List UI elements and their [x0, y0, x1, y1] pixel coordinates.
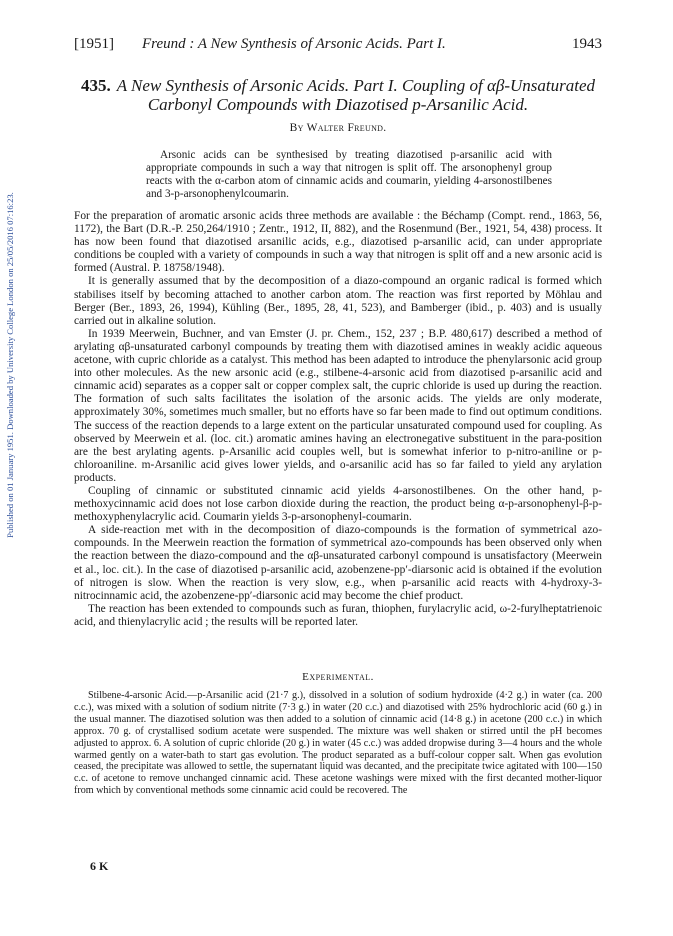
signature-mark: 6 K: [90, 859, 109, 873]
header-running-title: Freund : A New Synthesis of Arsonic Acids. Part I.: [142, 36, 446, 52]
body-paragraph-2: It is generally assumed that by the decomposition of a diazo-compound an organic radical is formed which stabilises itself by becoming attached to another carbon atom. The reaction was first reported by Möhlau and Berger (Ber., 1893, 26, 1994), Kühling (Ber., 1895, 28, 41, 523), and Bamberger (ibid., p. 403) and is usually carried out in alkaline solution.: [74, 275, 602, 327]
header-page-number: 1943: [572, 36, 602, 52]
body-paragraph-3: In 1939 Meerwein, Buchner, and van Emster (J. pr. Chem., 152, 237 ; B.P. 480,617) described a method of arylating αβ-unsaturated carbonyl compounds by treating them with diazotised amines in weakly acidic aqueous acetone, with cupric chloride as a catalyst. This method has been adapted to introduce the phenylarsonic acid group into other molecules. As the new arsonic acid (e.g., stilbene-4-arsonic acid from diazotised p-arsanilic acid and cinnamic acid) separates as a copper salt or copper complex salt, the cupric chloride is used up during the reaction. The formation of such salts facilitates the isolation of the arsonic acids. The yields are only moderate, approximately 30%, sometimes much smaller, but no efforts have so far been made to find out optimum conditions. The success of the reaction depends to a large extent on the particular unsaturated compound used for coupling. As observed by Meerwein et al. (loc. cit.) aromatic amines having an electronegative substituent in the para-position are the best arylating agents. p-Arsanilic acid couples well, but is somewhat inferior to p-nitro-aniline or p-chloroaniline. m-Arsanilic acid gives lower yields, and o-arsanilic acid has so far failed to yield any arylation products.: [74, 327, 602, 484]
experimental-paragraph: Stilbene-4-arsonic Acid.—p-Arsanilic acid (21·7 g.), dissolved in a solution of sodium hydroxide (4·2 g.) in water (ca. 200 c.c.), was mixed with a solution of sodium nitrite (7·3 g.) in water (20 c.c.) and diazotised with 25% hydrochloric acid (60 g.) in the usual manner. The diazotised solution was then added to a solution of cinnamic acid (14·8 g.) in acetone (200 c.c.) in which approx. 70 g. of crystallised sodium acetate were suspended. The mixture was well shaken or stirred until the pH becomes adjusted to approx. 6. A solution of cupric chloride (20 g.) in water (45 c.c.) was added dropwise during 3—4 hours and the whole warmed gently on a water-bath to start gas evolution. The product separated as a buff-colour copper salt. When gas evolution ceased, the precipitate was allowed to settle, the supernatant liquid was decanted, and the precipitate twice agitated with 100—150 c.c. of acetone to remove unchanged cinnamic acid. These acetone washings were mixed with the first decanted mother-liquor from which by conventional methods some cinnamic acid could be recovered. The: [74, 690, 602, 797]
article-body: [74, 210, 602, 629]
header-year: [1951]: [74, 36, 114, 52]
body-paragraph-4: Coupling of cinnamic or substituted cinnamic acid yields 4-arsonostilbenes. On the other hand, p-methoxycinnamic acid does not lose carbon dioxide during the reaction, the product being α-p-arsonophenyl-β-p-methoxyphenylacrylic acid. Coumarin yields 3-p-arsonophenyl-coumarin.: [74, 484, 602, 524]
body-paragraph-1: For the preparation of aromatic arsonic acids three methods are available : the Béchamp (Compt. rend., 1863, 56, 1172), the Bart (D.R.-P. 250,264/1910 ; Zentr., 1912, II, 882), and the Rosenmund (Ber., 1921, 54, 438) process. It has now been found that diazotised arsanilic acids, e.g., diazotised p-arsanilic acid, can under appropriate conditions be coupled with a variety of compounds in such a way that nitrogen is split off and a new arsonic acid is formed (Austral. P. 18758/1948).: [74, 210, 602, 275]
abstract: Arsonic acids can be synthesised by treating diazotised p-arsanilic acid with appropriate compounds in such a way that nitrogen is split off. The arsonophenyl group reacts with the α-carbon atom of cinnamic acids and coumarin, yielding 4-arsonostilbenes and 3-p-arsonophenylcoumarin.: [146, 149, 552, 200]
body-paragraph-6: The reaction has been extended to compounds such as furan, thiophen, furylacrylic acid, ω-2-furylheptatrienoic acid, and thienylacrylic acid ; the results will be reported later.: [74, 602, 602, 628]
article-title-text: A New Synthesis of Arsonic Acids. Part I. Coupling of αβ-Unsaturated Carbonyl Compounds with Diazotised p-Arsanilic Acid.: [116, 76, 596, 114]
body-paragraph-5: A side-reaction met with in the decomposition of diazo-compounds is the formation of symmetrical azo-compounds. In the Meerwein reaction the formation of symmetrical azo-compounds has been observed only when the reaction between the diazo-compound and the αβ-unsaturated carbonyl compound is unsatisfactory (Meerwein et al., loc. cit.). In the case of diazotised p-arsanilic acid, azobenzene-pp′-diarsonic acid is obtained if the evolution of nitrogen is slow. When the reaction is very slow, e.g., when p-arsanilic acid reacts with 4-hydroxy-3-nitrocinnamic acid, the azobenzene-pp′-diarsonic acid may become the chief product.: [74, 524, 602, 602]
article-number: 435.: [80, 76, 111, 95]
download-watermark: [4, 150, 16, 580]
author-byline: By Walter Freund.: [289, 122, 387, 134]
experimental-heading: Experimental.: [302, 671, 374, 683]
running-header: [74, 36, 602, 56]
download-watermark-text: Published on 01 January 1951. Downloaded by University College London on 25/05/2016 07:16:23.: [5, 192, 15, 538]
article-title: [74, 76, 602, 114]
